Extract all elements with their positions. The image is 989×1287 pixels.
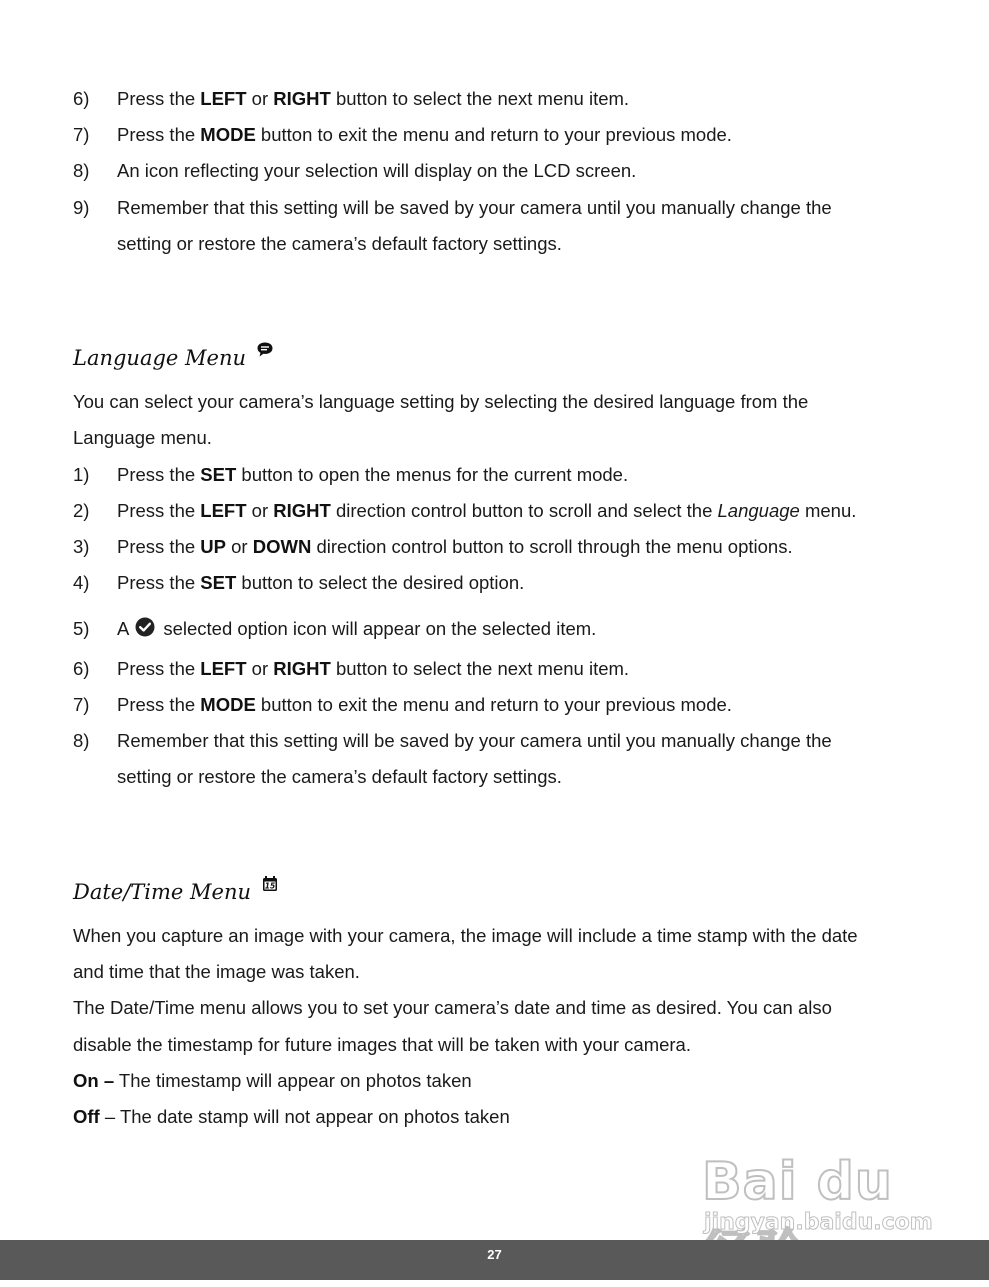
paragraph: The Date/Time menu allows you to set your camera’s date and time as desired. You can also xyxy=(73,997,832,1018)
list-item: 7) Press the MODE button to exit the menu and return to your previous mode. xyxy=(73,124,732,145)
list-item-continuation: setting or restore the camera’s default factory settings. xyxy=(117,233,562,254)
list-item: 6) Press the LEFT or RIGHT button to select the next menu item. xyxy=(73,658,630,679)
checkmark-icon xyxy=(135,617,155,642)
paragraph: disable the timestamp for future images that will be taken with your camera. xyxy=(73,1034,691,1055)
watermark: Bai du jingyan.baidu.com xyxy=(702,1152,933,1235)
list-item: 7) Press the MODE button to exit the menu and return to your previous mode. xyxy=(73,694,732,715)
paragraph: Language menu. xyxy=(73,427,212,448)
paragraph: and time that the image was taken. xyxy=(73,961,360,982)
option-off: Off – The date stamp will not appear on photos taken xyxy=(73,1106,510,1127)
paragraph: When you capture an image with your camera, the image will include a time stamp with the date xyxy=(73,925,858,946)
option-on: On – The timestamp will appear on photos taken xyxy=(73,1070,472,1091)
list-item: 4) Press the SET button to select the desired option. xyxy=(73,572,525,593)
list-item: 3) Press the UP or DOWN direction control button to scroll through the menu options. xyxy=(73,536,793,557)
svg-text:15: 15 xyxy=(264,881,276,891)
list-item: 2) Press the LEFT or RIGHT direction control button to scroll and select the Language menu. xyxy=(73,500,857,521)
paragraph: You can select your camera’s language setting by selecting the desired language from the xyxy=(73,391,809,412)
list-item: 8) An icon reflecting your selection will display on the LCD screen. xyxy=(73,160,637,181)
page-footer xyxy=(0,1240,989,1280)
list-item-continuation: setting or restore the camera’s default factory settings. xyxy=(117,766,562,787)
list-item: 5) A selected option icon will appear on the selected item. xyxy=(73,617,596,642)
list-item: 6) Press the LEFT or RIGHT button to select the next menu item. xyxy=(73,88,630,109)
page-number: 27 xyxy=(487,1247,502,1262)
list-item: 1) Press the SET button to open the menus for the current mode. xyxy=(73,464,629,485)
calendar-icon xyxy=(261,874,279,898)
list-item: 9) Remember that this setting will be saved by your camera until you manually change the xyxy=(73,197,832,218)
list-item: 8) Remember that this setting will be saved by your camera until you manually change the xyxy=(73,730,832,751)
section-heading-datetime: Date/Time Menu 15 xyxy=(73,880,279,904)
section-heading-language: Language Menu xyxy=(73,346,274,370)
speech-bubble-icon xyxy=(256,340,274,364)
